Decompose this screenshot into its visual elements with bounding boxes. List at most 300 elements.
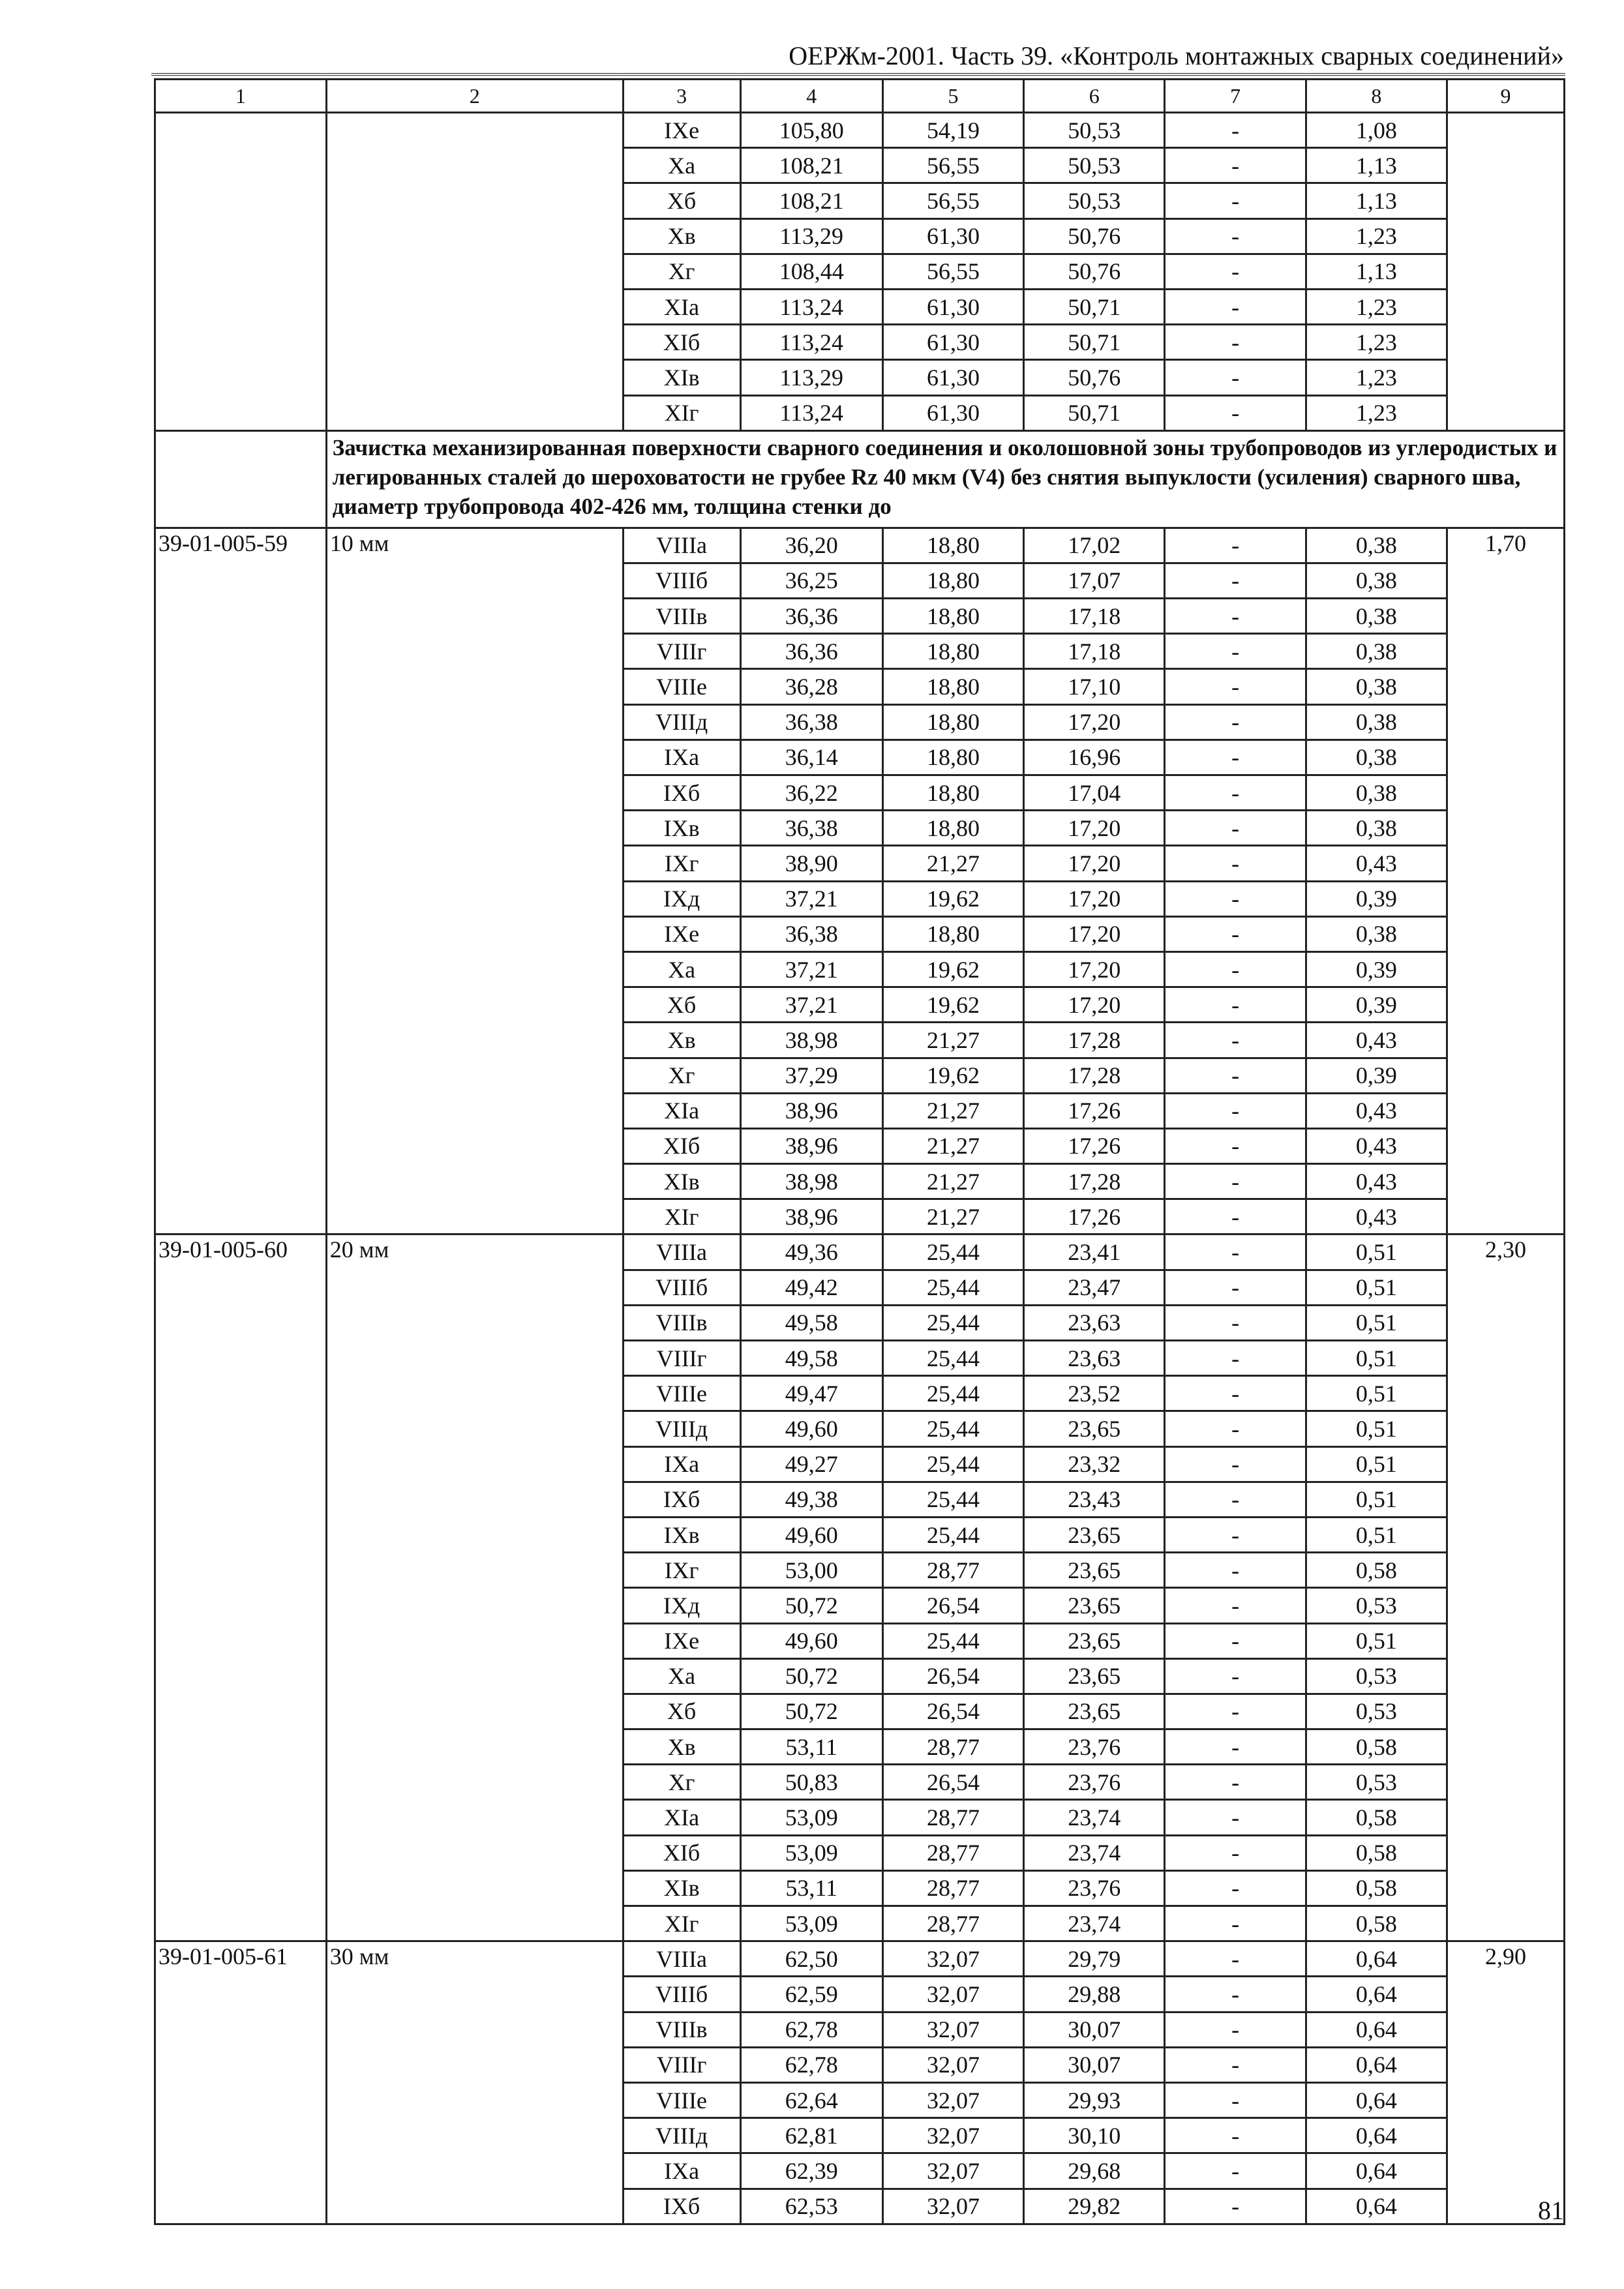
value-col8-cell: 1,13	[1306, 148, 1447, 183]
value-col6-cell: 17,18	[1024, 599, 1165, 634]
value-col7-cell: -	[1165, 1164, 1306, 1199]
category-cell: Xб	[623, 183, 740, 218]
value-col4-cell: 49,47	[740, 1376, 882, 1411]
value-col6-cell: 17,02	[1024, 528, 1165, 563]
category-cell: XIб	[623, 1128, 740, 1163]
value-col7-cell: -	[1165, 183, 1306, 218]
value-col5-cell: 32,07	[882, 1977, 1023, 2012]
value-col5-cell: 32,07	[882, 1941, 1023, 1977]
value-col8-cell: 1,23	[1306, 325, 1447, 360]
value-col4-cell: 62,81	[740, 2118, 882, 2153]
value-col4-cell: 49,36	[740, 1234, 882, 1270]
category-cell: Xб	[623, 987, 740, 1023]
value-col8-cell: 0,58	[1306, 1870, 1447, 1906]
value-col4-cell: 38,96	[740, 1093, 882, 1128]
rates-table	[154, 78, 1565, 2225]
value-col5-cell: 18,80	[882, 599, 1023, 634]
value-col4-cell: 49,60	[740, 1517, 882, 1552]
category-cell: Xа	[623, 148, 740, 183]
value-col6-cell: 23,76	[1024, 1870, 1165, 1906]
column-number: 9	[1447, 80, 1565, 113]
value-col6-cell: 17,28	[1024, 1023, 1165, 1058]
value-col6-cell: 50,53	[1024, 183, 1165, 218]
rate-code: 39-01-005-60	[155, 1234, 327, 1941]
value-col5-cell: 26,54	[882, 1765, 1023, 1800]
column-number: 3	[623, 80, 740, 113]
value-col7-cell: -	[1165, 704, 1306, 740]
value-col7-cell: -	[1165, 1446, 1306, 1482]
value-col5-cell: 61,30	[882, 289, 1023, 324]
value-col8-cell: 1,23	[1306, 289, 1447, 324]
value-col6-cell: 17,20	[1024, 811, 1165, 846]
empty-col9-cell	[1447, 113, 1565, 431]
category-cell: XIб	[623, 1835, 740, 1870]
value-col4-cell: 49,42	[740, 1270, 882, 1305]
value-col8-cell: 0,43	[1306, 1164, 1447, 1199]
value-col4-cell: 53,09	[740, 1835, 882, 1870]
value-col5-cell: 25,44	[882, 1623, 1023, 1658]
value-col6-cell: 29,88	[1024, 1977, 1165, 2012]
value-col8-cell: 0,38	[1306, 563, 1447, 598]
column-number: 6	[1024, 80, 1165, 113]
value-col6-cell: 17,20	[1024, 846, 1165, 881]
value-col6-cell: 23,74	[1024, 1906, 1165, 1941]
value-col6-cell: 50,71	[1024, 395, 1165, 430]
category-cell: XIв	[623, 1870, 740, 1906]
value-col7-cell: -	[1165, 811, 1306, 846]
value-col5-cell: 19,62	[882, 881, 1023, 916]
value-col5-cell: 28,77	[882, 1906, 1023, 1941]
value-col7-cell: -	[1165, 1517, 1306, 1552]
value-col7-cell: -	[1165, 1058, 1306, 1093]
category-cell: XIв	[623, 1164, 740, 1199]
value-col5-cell: 32,07	[882, 2118, 1023, 2153]
value-col7-cell: -	[1165, 2189, 1306, 2224]
value-col4-cell: 36,20	[740, 528, 882, 563]
value-col8-cell: 1,13	[1306, 254, 1447, 289]
value-col4-cell: 37,21	[740, 881, 882, 916]
value-col8-cell: 0,43	[1306, 1199, 1447, 1234]
category-cell: XIв	[623, 360, 740, 395]
value-col7-cell: -	[1165, 1729, 1306, 1765]
value-col7-cell: -	[1165, 1765, 1306, 1800]
category-cell: Xг	[623, 1058, 740, 1093]
value-col4-cell: 113,24	[740, 289, 882, 324]
column-number: 7	[1165, 80, 1306, 113]
category-cell: Xг	[623, 254, 740, 289]
value-col7-cell: -	[1165, 881, 1306, 916]
value-col4-cell: 62,59	[740, 1977, 882, 2012]
value-col4-cell: 38,98	[740, 1164, 882, 1199]
category-cell: VIIIа	[623, 528, 740, 563]
value-col6-cell: 23,65	[1024, 1517, 1165, 1552]
value-col5-cell: 28,77	[882, 1800, 1023, 1835]
value-col8-cell: 1,08	[1306, 113, 1447, 148]
value-col8-cell: 0,38	[1306, 599, 1447, 634]
category-cell: IXв	[623, 1517, 740, 1552]
value-col4-cell: 49,38	[740, 1482, 882, 1517]
value-col5-cell: 26,54	[882, 1658, 1023, 1694]
value-col7-cell: -	[1165, 669, 1306, 704]
value-col6-cell: 17,28	[1024, 1164, 1165, 1199]
value-col4-cell: 53,11	[740, 1870, 882, 1906]
category-cell: VIIIе	[623, 2082, 740, 2117]
category-cell: IXд	[623, 1588, 740, 1623]
value-col4-cell: 49,58	[740, 1341, 882, 1376]
value-col4-cell: 50,72	[740, 1658, 882, 1694]
value-col6-cell: 23,52	[1024, 1376, 1165, 1411]
value-col7-cell: -	[1165, 951, 1306, 987]
value-col8-cell: 0,39	[1306, 951, 1447, 987]
value-col8-cell: 0,64	[1306, 2189, 1447, 2224]
value-col7-cell: -	[1165, 1835, 1306, 1870]
value-col7-cell: -	[1165, 1411, 1306, 1446]
value-col7-cell: -	[1165, 634, 1306, 669]
category-cell: VIIIв	[623, 2012, 740, 2047]
value-col8-cell: 0,38	[1306, 811, 1447, 846]
value-col6-cell: 23,65	[1024, 1411, 1165, 1446]
value-col8-cell: 1,23	[1306, 395, 1447, 430]
category-cell: VIIIд	[623, 704, 740, 740]
value-col8-cell: 0,58	[1306, 1906, 1447, 1941]
value-col8-cell: 0,51	[1306, 1234, 1447, 1270]
value-col4-cell: 113,24	[740, 325, 882, 360]
value-col7-cell: -	[1165, 1588, 1306, 1623]
value-col6-cell: 17,07	[1024, 563, 1165, 598]
value-col5-cell: 18,80	[882, 811, 1023, 846]
value-col5-cell: 54,19	[882, 113, 1023, 148]
value-col7-cell: -	[1165, 846, 1306, 881]
value-col7-cell: -	[1165, 1800, 1306, 1835]
value-col8-cell: 1,23	[1306, 218, 1447, 254]
wall-thickness: 30 мм	[326, 1941, 623, 2224]
value-col7-cell: -	[1165, 360, 1306, 395]
category-cell: IXе	[623, 1623, 740, 1658]
column-number: 2	[326, 80, 623, 113]
value-col6-cell: 17,20	[1024, 987, 1165, 1023]
value-col7-cell: -	[1165, 987, 1306, 1023]
value-col5-cell: 25,44	[882, 1376, 1023, 1411]
value-col8-cell: 0,64	[1306, 2047, 1447, 2082]
value-col5-cell: 26,54	[882, 1588, 1023, 1623]
value-col4-cell: 50,83	[740, 1765, 882, 1800]
value-col5-cell: 56,55	[882, 148, 1023, 183]
value-col8-cell: 0,53	[1306, 1658, 1447, 1694]
value-col5-cell: 61,30	[882, 325, 1023, 360]
value-col7-cell: -	[1165, 1128, 1306, 1163]
value-col8-cell: 0,64	[1306, 1977, 1447, 2012]
category-cell: IXб	[623, 1482, 740, 1517]
category-cell: IXд	[623, 881, 740, 916]
value-col5-cell: 25,44	[882, 1270, 1023, 1305]
value-col4-cell: 49,27	[740, 1446, 882, 1482]
category-cell: Xг	[623, 1765, 740, 1800]
value-col6-cell: 50,76	[1024, 218, 1165, 254]
category-cell: VIIIг	[623, 2047, 740, 2082]
value-col6-cell: 23,74	[1024, 1835, 1165, 1870]
category-cell: VIIIа	[623, 1234, 740, 1270]
rate-code: 39-01-005-59	[155, 528, 327, 1234]
value-col6-cell: 23,65	[1024, 1588, 1165, 1623]
value-col5-cell: 19,62	[882, 1058, 1023, 1093]
value-col7-cell: -	[1165, 113, 1306, 148]
value-col6-cell: 50,76	[1024, 360, 1165, 395]
value-col8-cell: 0,51	[1306, 1305, 1447, 1340]
value-col4-cell: 113,29	[740, 218, 882, 254]
value-col4-cell: 62,78	[740, 2047, 882, 2082]
value-col8-cell: 0,51	[1306, 1376, 1447, 1411]
value-col7-cell: -	[1165, 740, 1306, 775]
page-number: 81	[1538, 2196, 1564, 2225]
value-col6-cell: 17,20	[1024, 951, 1165, 987]
value-col4-cell: 108,21	[740, 148, 882, 183]
value-col6-cell: 17,28	[1024, 1058, 1165, 1093]
category-cell: VIIIд	[623, 1411, 740, 1446]
value-col7-cell: -	[1165, 1341, 1306, 1376]
category-cell: VIIIа	[623, 1941, 740, 1977]
value-col5-cell: 18,80	[882, 916, 1023, 951]
value-col5-cell: 25,44	[882, 1234, 1023, 1270]
value-col8-cell: 0,51	[1306, 1270, 1447, 1305]
category-cell: VIIIб	[623, 563, 740, 598]
col9-value: 2,30	[1447, 1234, 1565, 1941]
value-col8-cell: 0,43	[1306, 1023, 1447, 1058]
table-row	[155, 528, 1565, 563]
value-col4-cell: 62,39	[740, 2153, 882, 2189]
value-col4-cell: 53,09	[740, 1906, 882, 1941]
value-col4-cell: 36,28	[740, 669, 882, 704]
value-col7-cell: -	[1165, 1093, 1306, 1128]
value-col7-cell: -	[1165, 1906, 1306, 1941]
value-col4-cell: 38,98	[740, 1023, 882, 1058]
value-col8-cell: 0,51	[1306, 1623, 1447, 1658]
value-col8-cell: 0,43	[1306, 1093, 1447, 1128]
value-col8-cell: 0,38	[1306, 669, 1447, 704]
value-col4-cell: 36,38	[740, 811, 882, 846]
value-col4-cell: 36,36	[740, 599, 882, 634]
value-col6-cell: 17,10	[1024, 669, 1165, 704]
value-col6-cell: 29,79	[1024, 1941, 1165, 1977]
category-cell: XIб	[623, 325, 740, 360]
value-col5-cell: 25,44	[882, 1517, 1023, 1552]
value-col6-cell: 23,65	[1024, 1623, 1165, 1658]
value-col4-cell: 36,14	[740, 740, 882, 775]
value-col5-cell: 18,80	[882, 634, 1023, 669]
empty-code-cell	[155, 113, 327, 431]
value-col5-cell: 32,07	[882, 2047, 1023, 2082]
value-col7-cell: -	[1165, 2047, 1306, 2082]
section-title: Зачистка механизированная поверхности сварного соединения и околошовной зоны трубопроводов из углеродистых и легированных сталей до шероховатости не грубее Rz 40 мкм (V4) без снятия выпуклости (усиления) сварного шва, диаметр трубопровода 402-426 мм, толщина стенки до	[326, 430, 1564, 528]
value-col5-cell: 21,27	[882, 1093, 1023, 1128]
value-col8-cell: 0,51	[1306, 1482, 1447, 1517]
value-col5-cell: 25,44	[882, 1411, 1023, 1446]
category-cell: IXб	[623, 775, 740, 811]
value-col6-cell: 16,96	[1024, 740, 1165, 775]
value-col6-cell: 23,74	[1024, 1800, 1165, 1835]
value-col4-cell: 49,60	[740, 1411, 882, 1446]
value-col5-cell: 28,77	[882, 1835, 1023, 1870]
value-col6-cell: 23,65	[1024, 1658, 1165, 1694]
category-cell: XIа	[623, 1093, 740, 1128]
value-col7-cell: -	[1165, 1553, 1306, 1588]
value-col6-cell: 29,82	[1024, 2189, 1165, 2224]
value-col4-cell: 37,29	[740, 1058, 882, 1093]
category-cell: XIг	[623, 1906, 740, 1941]
value-col6-cell: 23,76	[1024, 1765, 1165, 1800]
value-col7-cell: -	[1165, 1623, 1306, 1658]
value-col8-cell: 0,64	[1306, 1941, 1447, 1977]
value-col8-cell: 0,51	[1306, 1446, 1447, 1482]
value-col7-cell: -	[1165, 1023, 1306, 1058]
value-col8-cell: 0,38	[1306, 528, 1447, 563]
value-col8-cell: 0,51	[1306, 1341, 1447, 1376]
value-col5-cell: 56,55	[882, 254, 1023, 289]
value-col8-cell: 0,53	[1306, 1694, 1447, 1729]
category-cell: VIIIб	[623, 1977, 740, 2012]
value-col4-cell: 62,53	[740, 2189, 882, 2224]
value-col7-cell: -	[1165, 916, 1306, 951]
value-col4-cell: 36,36	[740, 634, 882, 669]
value-col6-cell: 17,20	[1024, 881, 1165, 916]
category-cell: Xб	[623, 1694, 740, 1729]
value-col7-cell: -	[1165, 563, 1306, 598]
value-col6-cell: 17,20	[1024, 704, 1165, 740]
column-number: 4	[740, 80, 882, 113]
value-col4-cell: 49,60	[740, 1623, 882, 1658]
value-col8-cell: 0,64	[1306, 2153, 1447, 2189]
value-col6-cell: 30,10	[1024, 2118, 1165, 2153]
value-col4-cell: 53,11	[740, 1729, 882, 1765]
value-col5-cell: 28,77	[882, 1553, 1023, 1588]
value-col7-cell: -	[1165, 1870, 1306, 1906]
value-col4-cell: 49,58	[740, 1305, 882, 1340]
value-col6-cell: 23,41	[1024, 1234, 1165, 1270]
value-col5-cell: 18,80	[882, 563, 1023, 598]
section-empty-cell	[155, 430, 327, 528]
wall-thickness: 10 мм	[326, 528, 623, 1234]
column-number: 8	[1306, 80, 1447, 113]
value-col7-cell: -	[1165, 1234, 1306, 1270]
value-col7-cell: -	[1165, 528, 1306, 563]
value-col7-cell: -	[1165, 2082, 1306, 2117]
column-number-row	[155, 80, 1565, 113]
value-col8-cell: 0,38	[1306, 634, 1447, 669]
value-col6-cell: 23,32	[1024, 1446, 1165, 1482]
value-col5-cell: 21,27	[882, 1128, 1023, 1163]
category-cell: VIIIд	[623, 2118, 740, 2153]
category-cell: VIIIг	[623, 1341, 740, 1376]
value-col6-cell: 17,18	[1024, 634, 1165, 669]
value-col7-cell: -	[1165, 2012, 1306, 2047]
value-col4-cell: 37,21	[740, 987, 882, 1023]
value-col4-cell: 53,09	[740, 1800, 882, 1835]
value-col8-cell: 0,43	[1306, 846, 1447, 881]
value-col5-cell: 21,27	[882, 1164, 1023, 1199]
value-col4-cell: 113,24	[740, 395, 882, 430]
value-col6-cell: 29,93	[1024, 2082, 1165, 2117]
category-cell: XIг	[623, 1199, 740, 1234]
value-col5-cell: 25,44	[882, 1482, 1023, 1517]
value-col5-cell: 32,07	[882, 2153, 1023, 2189]
value-col4-cell: 50,72	[740, 1588, 882, 1623]
value-col8-cell: 0,58	[1306, 1800, 1447, 1835]
value-col5-cell: 18,80	[882, 704, 1023, 740]
value-col6-cell: 23,63	[1024, 1341, 1165, 1376]
document-title: ОЕРЖм-2001. Часть 39. «Контроль монтажных сварных соединений»	[789, 41, 1564, 70]
value-col4-cell: 53,00	[740, 1553, 882, 1588]
value-col8-cell: 1,13	[1306, 183, 1447, 218]
value-col6-cell: 23,65	[1024, 1694, 1165, 1729]
value-col7-cell: -	[1165, 2118, 1306, 2153]
value-col5-cell: 19,62	[882, 987, 1023, 1023]
value-col4-cell: 38,96	[740, 1199, 882, 1234]
value-col4-cell: 50,72	[740, 1694, 882, 1729]
value-col5-cell: 28,77	[882, 1729, 1023, 1765]
page-header	[151, 39, 1565, 76]
value-col7-cell: -	[1165, 1270, 1306, 1305]
value-col8-cell: 0,38	[1306, 916, 1447, 951]
category-cell: Xа	[623, 1658, 740, 1694]
value-col4-cell: 108,44	[740, 254, 882, 289]
category-cell: IXа	[623, 2153, 740, 2189]
category-cell: VIIIе	[623, 669, 740, 704]
value-col5-cell: 28,77	[882, 1870, 1023, 1906]
category-cell: IXг	[623, 846, 740, 881]
value-col7-cell: -	[1165, 599, 1306, 634]
value-col4-cell: 62,78	[740, 2012, 882, 2047]
value-col8-cell: 0,58	[1306, 1729, 1447, 1765]
value-col8-cell: 0,43	[1306, 1128, 1447, 1163]
value-col5-cell: 61,30	[882, 360, 1023, 395]
category-cell: Xв	[623, 1023, 740, 1058]
value-col8-cell: 0,51	[1306, 1517, 1447, 1552]
value-col7-cell: -	[1165, 1482, 1306, 1517]
empty-thickness-cell	[326, 113, 623, 431]
value-col6-cell: 23,63	[1024, 1305, 1165, 1340]
value-col6-cell: 29,68	[1024, 2153, 1165, 2189]
value-col7-cell: -	[1165, 289, 1306, 324]
value-col5-cell: 19,62	[882, 951, 1023, 987]
category-cell: IXа	[623, 740, 740, 775]
value-col5-cell: 25,44	[882, 1305, 1023, 1340]
category-cell: VIIIв	[623, 599, 740, 634]
category-cell: IXе	[623, 113, 740, 148]
table-row	[155, 113, 1565, 148]
value-col5-cell: 18,80	[882, 669, 1023, 704]
value-col6-cell: 50,53	[1024, 148, 1165, 183]
value-col8-cell: 0,53	[1306, 1588, 1447, 1623]
value-col4-cell: 38,90	[740, 846, 882, 881]
category-cell: VIIIб	[623, 1270, 740, 1305]
value-col5-cell: 21,27	[882, 1199, 1023, 1234]
value-col6-cell: 30,07	[1024, 2047, 1165, 2082]
section-title-row	[155, 430, 1565, 528]
value-col7-cell: -	[1165, 1376, 1306, 1411]
value-col5-cell: 32,07	[882, 2189, 1023, 2224]
value-col5-cell: 18,80	[882, 528, 1023, 563]
value-col6-cell: 17,20	[1024, 916, 1165, 951]
value-col5-cell: 18,80	[882, 775, 1023, 811]
value-col7-cell: -	[1165, 148, 1306, 183]
value-col7-cell: -	[1165, 218, 1306, 254]
category-cell: XIа	[623, 289, 740, 324]
column-number: 1	[155, 80, 327, 113]
category-cell: IXе	[623, 916, 740, 951]
value-col6-cell: 50,53	[1024, 113, 1165, 148]
category-cell: XIа	[623, 1800, 740, 1835]
category-cell: VIIIе	[623, 1376, 740, 1411]
value-col4-cell: 36,38	[740, 916, 882, 951]
